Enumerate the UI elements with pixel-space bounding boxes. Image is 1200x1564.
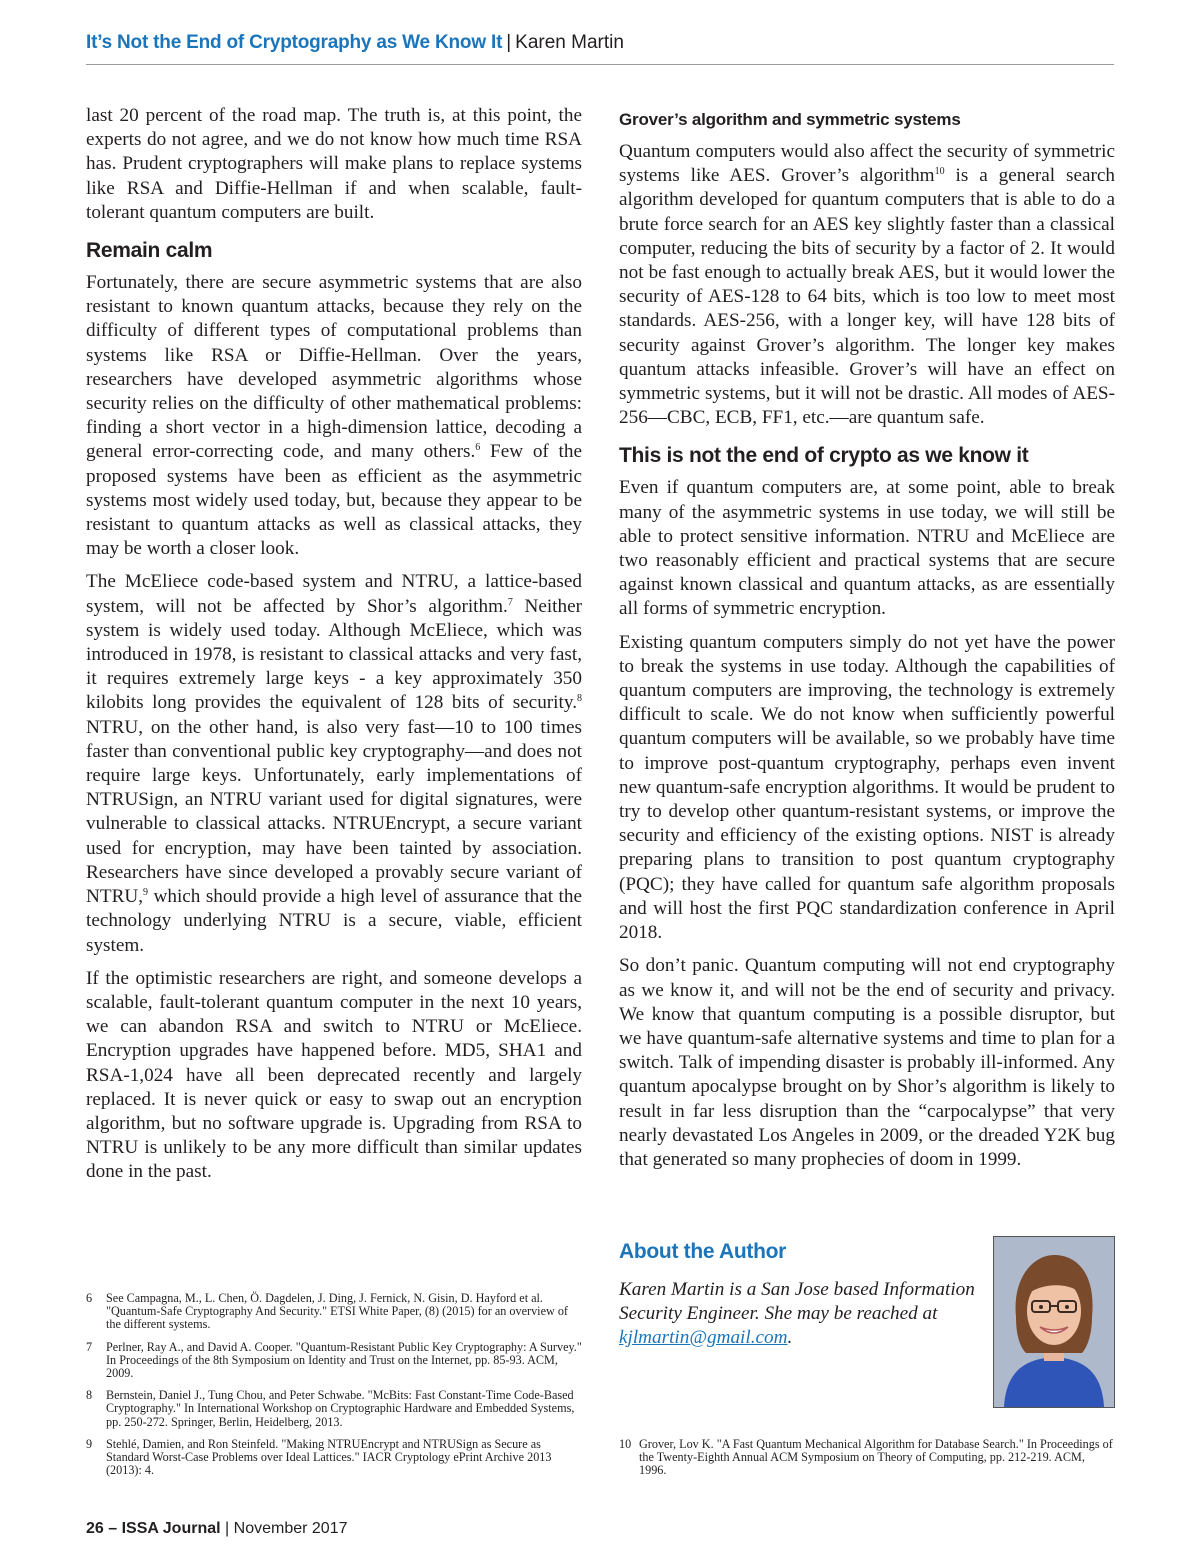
paragraph-text: Few of the proposed systems have been as efficient as the asymmetric systems most widely used today, but, because they appear to be resistant to quantum attacks as well as classical attacks, they may be worth a closer look. (86, 441, 582, 560)
footnote-ref[interactable]: 10 (934, 166, 945, 178)
footnote (619, 1438, 1115, 1478)
issue-date: November 2017 (233, 1520, 348, 1537)
footnote (86, 1341, 582, 1381)
paragraph (86, 570, 582, 957)
footnote-text: Grover, Lov K. "A Fast Quantum Mechanical Algorithm for Database Search." In Proceedings of the Twenty-Eighth Annual ACM Symposium on Theory of Computing, pp. 212-219. ACM, 1996. (639, 1437, 1113, 1478)
paragraph-text: The McEliece code-based system and NTRU, a lattice-based system, will not be affected by Shor’s algorithm. (86, 571, 582, 617)
right-column (619, 104, 1115, 1181)
page-footer (86, 1520, 347, 1538)
paragraph-text: Fortunately, there are secure asymmetric systems that are also resistant to known quantum attacks, because they rely on the difficulty of different types of computational problems than systems like RSA or Diffie-Hellman. Over the years, researchers have developed asymmetric algorithms whose security relies on the difficulty of other mathematical problems: finding a short vector in a high-dimension lattice, decoding a general error-correcting code, and many others. (86, 272, 582, 463)
paragraph-text: Quantum computers would also affect the security of symmetric systems like AES. Grover’s algorithm (619, 141, 1115, 187)
footnote-ref[interactable]: 7 (507, 596, 513, 608)
left-column (86, 104, 582, 1194)
running-header (86, 32, 1114, 65)
footnote-text: Bernstein, Daniel J., Tung Chou, and Peter Schwabe. "McBits: Fast Constant-Time Code-Based Cryptography." In International Workshop on Cryptographic Hardware and Embedded Systems, pp. 250-272. Springer, Berlin, Heidelberg, 2013. (106, 1388, 575, 1429)
footnote-ref[interactable]: 6 (475, 442, 481, 454)
author-bio (619, 1278, 981, 1351)
footnote (86, 1389, 582, 1429)
footnotes-left (86, 1292, 582, 1486)
paragraph: Even if quantum computers are, at some point, able to break many of the asymmetric systems in use today, we will still be able to protect sensitive information. NTRU and McEliece are two reasonably efficient and practical systems that are secure against known classical and quantum attacks, as are essentially all forms of symmetric encryption. (619, 477, 1115, 620)
header-separator: | (506, 32, 512, 53)
footnote-number: 8 (86, 1388, 93, 1403)
article-title: It’s Not the End of Cryptography as We Know It (86, 32, 503, 53)
bio-text: Karen Martin is a San Jose based Information Security Engineer. She may be reached at (619, 1279, 975, 1325)
paragraph (86, 271, 582, 561)
about-author-heading: About the Author (619, 1240, 787, 1263)
page-number: 26 – ISSA Journal (86, 1520, 221, 1537)
header-author: Karen Martin (515, 32, 624, 53)
footnote-number: 9 (86, 1436, 93, 1451)
paragraph-text: NTRU, on the other hand, is also very fast—10 to 100 times faster than conventional public key cryptography—and does not require large keys. Unfortunately, early implementations of NTRUSign, an NTRU variant used for digital signatures, were vulnerable to classical attacks. NTRUEncrypt, a secure variant used for encryption, may have been tainted by association. Researchers have since developed a provably secure variant of NTRU, (86, 716, 582, 908)
subsection-heading-grover: Grover’s algorithm and symmetric systems (619, 110, 961, 129)
footer-separator: | (225, 1520, 230, 1537)
footnote-ref[interactable]: 9 (143, 887, 149, 899)
paragraph-text: Neither system is widely used today. Although McEliece, which was introduced in 1978, is resistant to classical attacks and very fast, it requires extremely large keys - a key approximately 350 kilobits long provides the equivalent of 128 bits of security. (86, 595, 583, 714)
paragraph: If the optimistic researchers are right, and someone develops a scalable, fault-tolerant quantum computer in the next 10 years, we can abandon RSA and switch to NTRU or McEliece. Encryption upgrades have happened before. MD5, SHA1 and RSA-1,024 have all been deprecated recently and largely replaced. It is never quick or easy to swap out an encryption algorithm, but no software upgrade is. Upgrading from RSA to NTRU is unlikely to be any more difficult than similar updates done in the past. (86, 967, 582, 1183)
paragraph (619, 140, 1115, 430)
footnote-text: Stehlé, Damien, and Ron Steinfeld. "Making NTRUEncrypt and NTRUSign as Secure as Standard Worst-Case Problems over Ideal Lattices." IACR Cryptology ePrint Archive 2013 (2013): 4. (106, 1436, 552, 1478)
author-photo (993, 1236, 1115, 1408)
author-email-link[interactable]: kjlmartin@gmail.com (619, 1327, 788, 1349)
paragraph: So don’t panic. Quantum computing will not end cryptography as we know it, and will not be the end of security and privacy. We know that quantum computing is a possible disruptor, but we have quantum-safe alternative systems and time to plan for a switch. Talk of impending disaster is probably ill-informed. Any quantum apocalypse brought on by Shor’s algorithm is likely to result in far less disruption than the “carpocalypse” that very nearly devastated Los Angeles in 2009, or the dreaded Y2K bug that generated so many prophecies of doom in 1999. (619, 955, 1115, 1170)
footnote (86, 1292, 582, 1332)
footnote-number: 7 (86, 1339, 93, 1354)
author-portrait-image (994, 1237, 1114, 1407)
paragraph: Existing quantum computers simply do not yet have the power to break the systems in use today. Although the capabilities of quantum computers are improving, the technology is extremely difficult to scale. We do not know when sufficiently powerful quantum computers will be available, so we probably have time to improve post-quantum cryptography, perhaps even invent new quantum-safe encryption algorithms. It would be prudent to try to develop other quantum-resistant systems, or improve the security and efficiency of the existing options. NIST is already preparing plans to transition to post quantum cryptography (PQC); they have called for quantum safe algorithm proposals and will host the first PQC standardization conference in April 2018. (619, 631, 1115, 944)
bio-end: . (787, 1327, 793, 1349)
section-heading-not-end: This is not the end of crypto as we know it (619, 444, 1029, 468)
footnote-text: Perlner, Ray A., and David A. Cooper. "Quantum-Resistant Public Key Cryptography: A Survey." In Proceedings of the 8th Symposium on Identity and Trust on the Internet, pp. 85-93. ACM, 2009. (106, 1339, 582, 1381)
footnote-number: 6 (86, 1291, 93, 1305)
section-heading-remain-calm: Remain calm (86, 239, 213, 263)
footnote-ref[interactable]: 8 (577, 693, 582, 705)
paragraph-text: is a general search algorithm developed for quantum computers that is able to do a brute force search for an AES key slightly faster than a classical computer, reducing the bits of security by a factor of 2. It would not be fast enough to actually break AES, but it would lower the security of AES-128 to 64 bits, which is too low to meet most standards. AES-256, with a longer key, will have 128 bits of security against Grover’s algorithm. The longer key makes quantum attacks infeasible. Grover’s will have an effect on symmetric systems, but it will not be drastic. All modes of AES-256—CBC, ECB, FF1, etc.—are quantum safe. (619, 165, 1115, 429)
paragraph-text: which should provide a high level of assurance that the technology underlying NTRU is a secure, viable, efficient system. (86, 886, 582, 956)
footnote (86, 1438, 582, 1478)
footnote-text: See Campagna, M., L. Chen, Ö. Dagdelen, J. Ding, J. Fernick, N. Gisin, D. Hayford et al. "Quantum-Safe Cryptography And Security." ETSI White Paper, (8) (2015) for an overview of the different systems. (106, 1291, 568, 1332)
footnotes-right (619, 1438, 1115, 1487)
paragraph: last 20 percent of the road map. The truth is, at this point, the experts do not agree, and we do not know how much time RSA has. Prudent cryptographers will make plans to replace systems like RSA and Diffie-Hellman if and when scalable, fault-tolerant quantum computers are built. (86, 105, 582, 223)
footnote-number: 10 (619, 1437, 632, 1451)
